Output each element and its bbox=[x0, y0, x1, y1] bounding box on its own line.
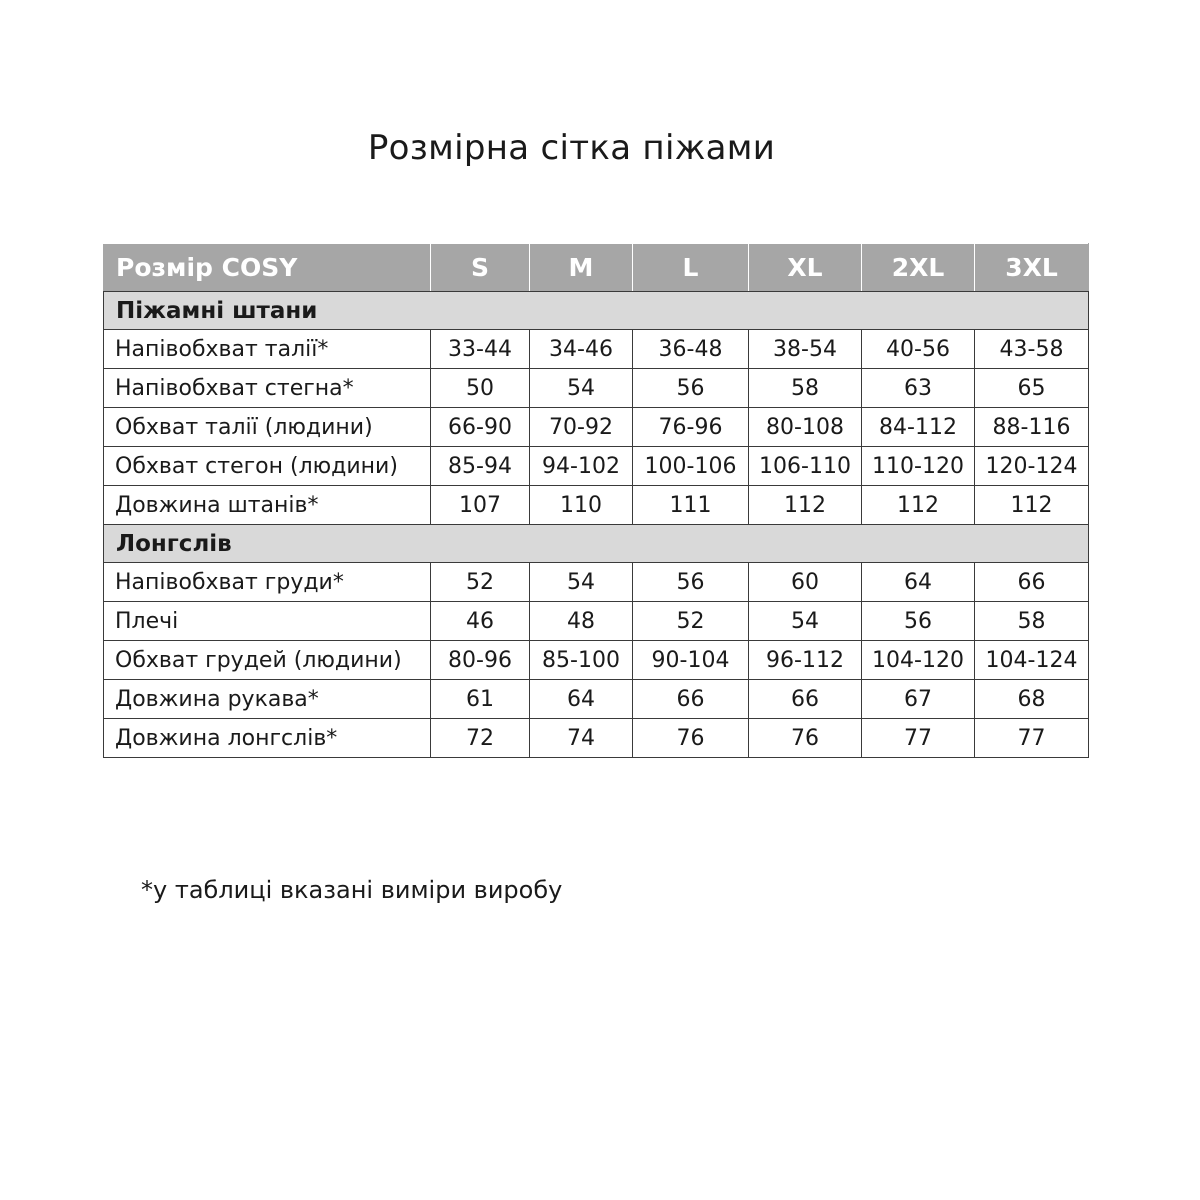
table-row bbox=[104, 641, 1089, 680]
header-size-l: L bbox=[633, 244, 749, 292]
row-label: Обхват стегон (людини) bbox=[104, 447, 431, 486]
header-size-xl: XL bbox=[749, 244, 862, 292]
table-row bbox=[104, 680, 1089, 719]
table-cell: 64 bbox=[530, 680, 633, 719]
table-cell: 67 bbox=[862, 680, 975, 719]
table-cell: 80-96 bbox=[431, 641, 530, 680]
table-row bbox=[104, 369, 1089, 408]
table-cell: 56 bbox=[633, 369, 749, 408]
row-label: Обхват грудей (людини) bbox=[104, 641, 431, 680]
row-label: Довжина штанів* bbox=[104, 486, 431, 525]
table-cell: 112 bbox=[749, 486, 862, 525]
table-cell: 63 bbox=[862, 369, 975, 408]
table-cell: 34-46 bbox=[530, 330, 633, 369]
table-cell: 66 bbox=[633, 680, 749, 719]
table-cell: 90-104 bbox=[633, 641, 749, 680]
table-cell: 84-112 bbox=[862, 408, 975, 447]
table-row bbox=[104, 719, 1089, 758]
table-cell: 66 bbox=[975, 563, 1089, 602]
table-cell: 38-54 bbox=[749, 330, 862, 369]
table-cell: 58 bbox=[975, 602, 1089, 641]
table-row bbox=[104, 330, 1089, 369]
row-label: Довжина рукава* bbox=[104, 680, 431, 719]
table-cell: 66-90 bbox=[431, 408, 530, 447]
table-cell: 112 bbox=[862, 486, 975, 525]
table-cell: 76 bbox=[749, 719, 862, 758]
table-cell: 72 bbox=[431, 719, 530, 758]
table-header-row bbox=[104, 244, 1089, 292]
table-row bbox=[104, 563, 1089, 602]
table-cell: 110-120 bbox=[862, 447, 975, 486]
section-title: Лонгслів bbox=[104, 525, 1089, 563]
row-label: Плечі bbox=[104, 602, 431, 641]
table-cell: 104-120 bbox=[862, 641, 975, 680]
header-label: Розмір COSY bbox=[104, 244, 431, 292]
table-cell: 56 bbox=[633, 563, 749, 602]
section-row-pants bbox=[104, 292, 1089, 330]
table-cell: 111 bbox=[633, 486, 749, 525]
footnote: *у таблиці вказані виміри виробу bbox=[141, 876, 563, 904]
table-cell: 100-106 bbox=[633, 447, 749, 486]
table-cell: 52 bbox=[431, 563, 530, 602]
table-cell: 96-112 bbox=[749, 641, 862, 680]
table-cell: 104-124 bbox=[975, 641, 1089, 680]
table-cell: 54 bbox=[530, 369, 633, 408]
table-cell: 85-100 bbox=[530, 641, 633, 680]
table-row bbox=[104, 486, 1089, 525]
row-label: Напівобхват груди* bbox=[104, 563, 431, 602]
table-row bbox=[104, 447, 1089, 486]
table-cell: 60 bbox=[749, 563, 862, 602]
table-cell: 76-96 bbox=[633, 408, 749, 447]
table-cell: 36-48 bbox=[633, 330, 749, 369]
table-cell: 85-94 bbox=[431, 447, 530, 486]
table-cell: 54 bbox=[749, 602, 862, 641]
table-cell: 80-108 bbox=[749, 408, 862, 447]
table-cell: 120-124 bbox=[975, 447, 1089, 486]
table-cell: 65 bbox=[975, 369, 1089, 408]
table-cell: 61 bbox=[431, 680, 530, 719]
table-row bbox=[104, 408, 1089, 447]
header-size-s: S bbox=[431, 244, 530, 292]
table-cell: 112 bbox=[975, 486, 1089, 525]
table-cell: 56 bbox=[862, 602, 975, 641]
row-label: Напівобхват стегна* bbox=[104, 369, 431, 408]
header-size-3xl: 3XL bbox=[975, 244, 1089, 292]
section-row-longsleeve bbox=[104, 525, 1089, 563]
table-cell: 48 bbox=[530, 602, 633, 641]
table-cell: 52 bbox=[633, 602, 749, 641]
table-cell: 66 bbox=[749, 680, 862, 719]
table-cell: 107 bbox=[431, 486, 530, 525]
table-cell: 77 bbox=[975, 719, 1089, 758]
row-label: Обхват талії (людини) bbox=[104, 408, 431, 447]
table-cell: 50 bbox=[431, 369, 530, 408]
table-cell: 94-102 bbox=[530, 447, 633, 486]
header-size-m: M bbox=[530, 244, 633, 292]
table-cell: 77 bbox=[862, 719, 975, 758]
table-row bbox=[104, 602, 1089, 641]
row-label: Напівобхват талії* bbox=[104, 330, 431, 369]
table-cell: 54 bbox=[530, 563, 633, 602]
table-cell: 68 bbox=[975, 680, 1089, 719]
header-size-2xl: 2XL bbox=[862, 244, 975, 292]
table-cell: 43-58 bbox=[975, 330, 1089, 369]
table-cell: 88-116 bbox=[975, 408, 1089, 447]
table-cell: 64 bbox=[862, 563, 975, 602]
section-title: Піжамні штани bbox=[104, 292, 1089, 330]
row-label: Довжина лонгслів* bbox=[104, 719, 431, 758]
table-cell: 106-110 bbox=[749, 447, 862, 486]
table-cell: 70-92 bbox=[530, 408, 633, 447]
table-cell: 33-44 bbox=[431, 330, 530, 369]
size-chart-table bbox=[103, 243, 1089, 758]
page-title: Розмірна сітка піжами bbox=[367, 128, 776, 168]
table-cell: 40-56 bbox=[862, 330, 975, 369]
table-cell: 74 bbox=[530, 719, 633, 758]
table-cell: 58 bbox=[749, 369, 862, 408]
table-cell: 76 bbox=[633, 719, 749, 758]
table-cell: 110 bbox=[530, 486, 633, 525]
table-cell: 46 bbox=[431, 602, 530, 641]
